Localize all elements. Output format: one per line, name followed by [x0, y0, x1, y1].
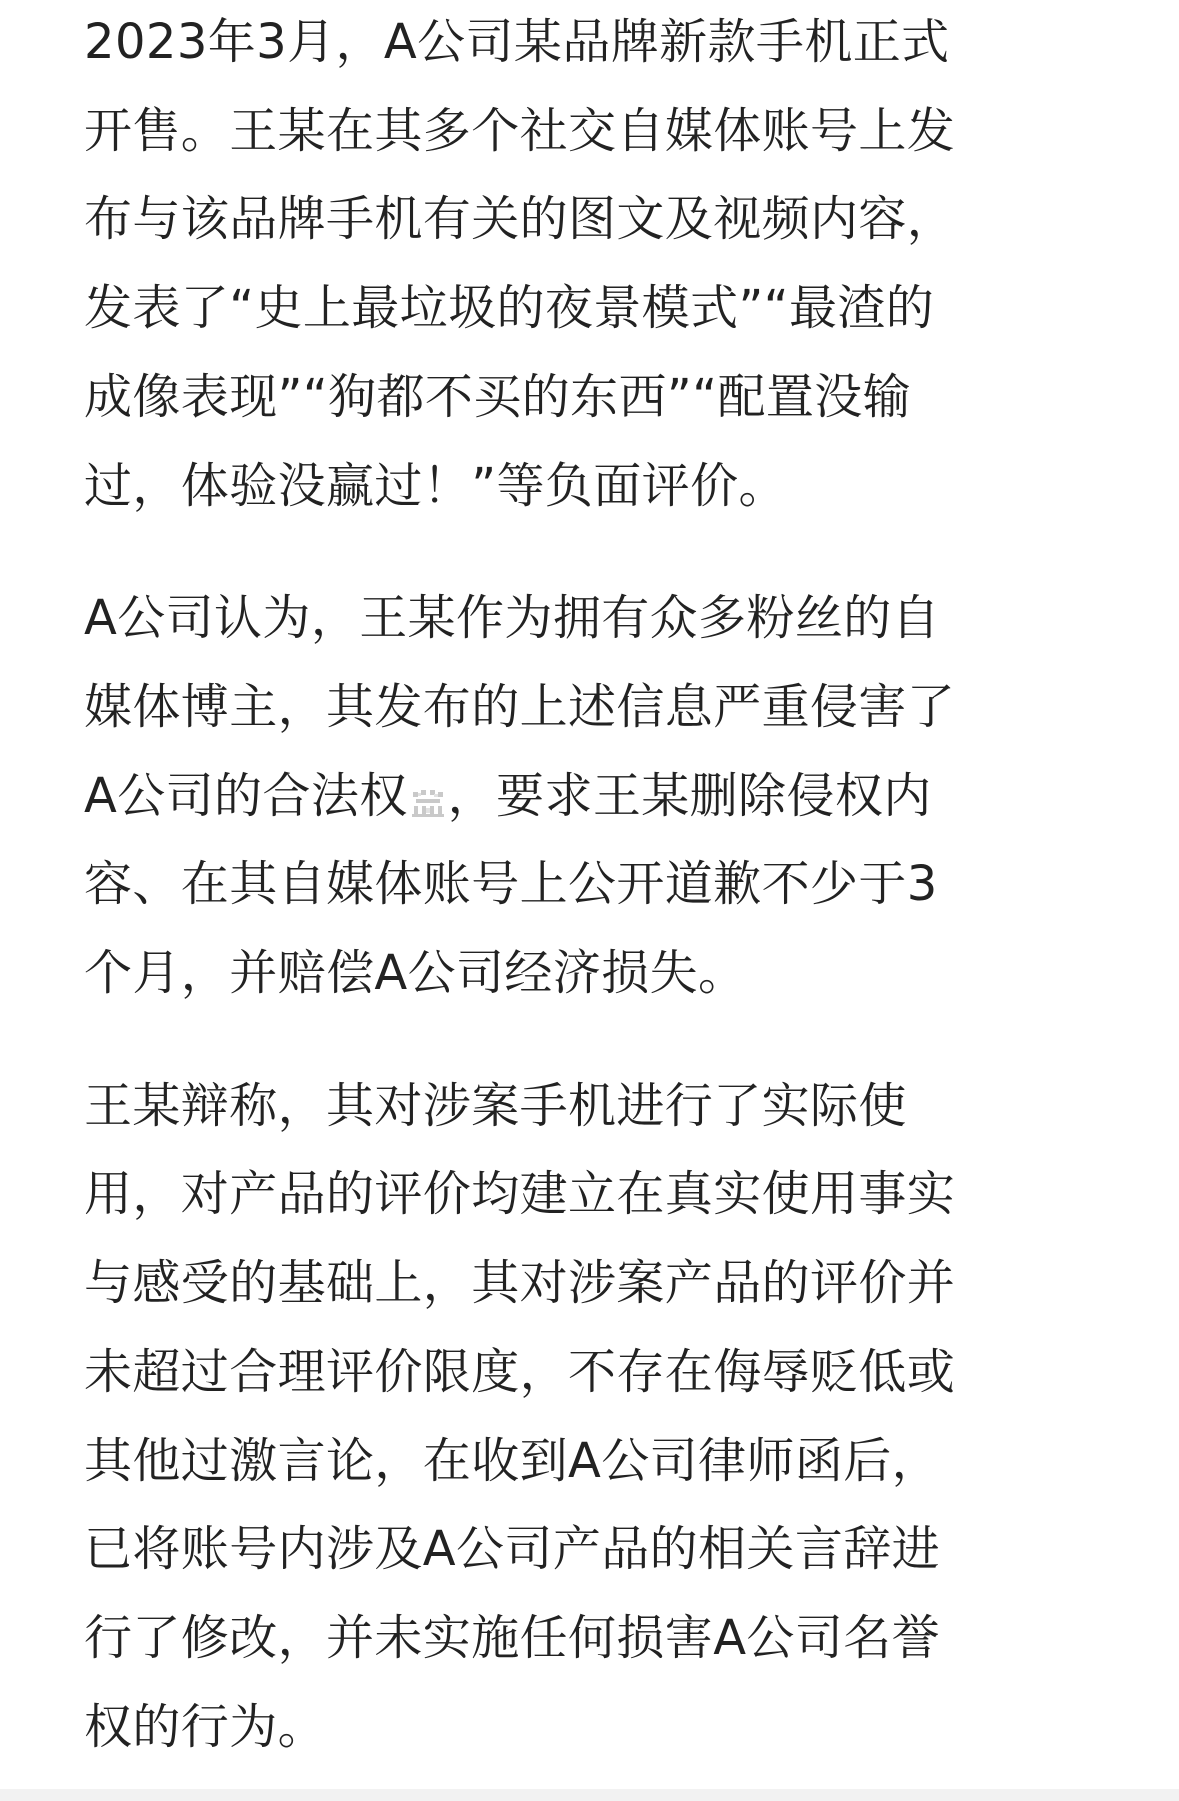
censored-glyph-icon	[410, 788, 446, 818]
text-fragment: ，要求王某删除侵权内	[447, 767, 932, 824]
text-line: 王某辩称，其对涉案手机进行了实际使	[84, 1077, 907, 1134]
text-line: 与感受的基础上，其对涉案产品的评价并	[84, 1255, 956, 1312]
text-line: 2023年3月，A公司某品牌新款手机正式	[84, 14, 950, 70]
text-line: A公司认为，王某作为拥有众多粉丝的自	[84, 590, 941, 647]
text-line: 个月，并赔偿A公司经济损失。	[84, 945, 747, 1002]
text-line: 布与该品牌手机有关的图文及视频内容，	[84, 191, 956, 248]
paragraph-event	[84, 0, 1094, 530]
text-line: 行了修改，并未实施任何损害A公司名誉	[84, 1609, 941, 1666]
article-body	[84, 0, 1094, 1771]
text-line: 成像表现”“狗都不买的东西”“配置没输	[84, 368, 912, 425]
text-fragment: A公司的合法权	[84, 767, 408, 824]
paragraph-company-claim	[84, 574, 1094, 1018]
text-line: 用，对产品的评价均建立在真实使用事实	[84, 1166, 956, 1223]
text-line: 未超过合理评价限度，不存在侮辱贬低或	[84, 1343, 956, 1400]
bottom-edge	[0, 1789, 1179, 1801]
text-line: 过，体验没赢过！”等负面评价。	[84, 457, 787, 514]
text-line-with-mark	[84, 752, 1094, 841]
text-line: 容、在其自媒体账号上公开道歉不少于3	[84, 856, 938, 913]
text-line: 开售。王某在其多个社交自媒体账号上发	[84, 102, 956, 159]
text-line: 已将账号内涉及A公司产品的相关言辞进	[84, 1521, 941, 1578]
text-line: 其他过激言论，在收到A公司律师函后，	[84, 1432, 941, 1489]
paragraph-defense	[84, 1062, 1094, 1772]
text-line: 媒体博主，其发布的上述信息严重侵害了	[84, 678, 956, 735]
text-line: 权的行为。	[84, 1698, 327, 1755]
text-line: 发表了“史上最垃圾的夜景模式”“最渣的	[84, 280, 935, 337]
